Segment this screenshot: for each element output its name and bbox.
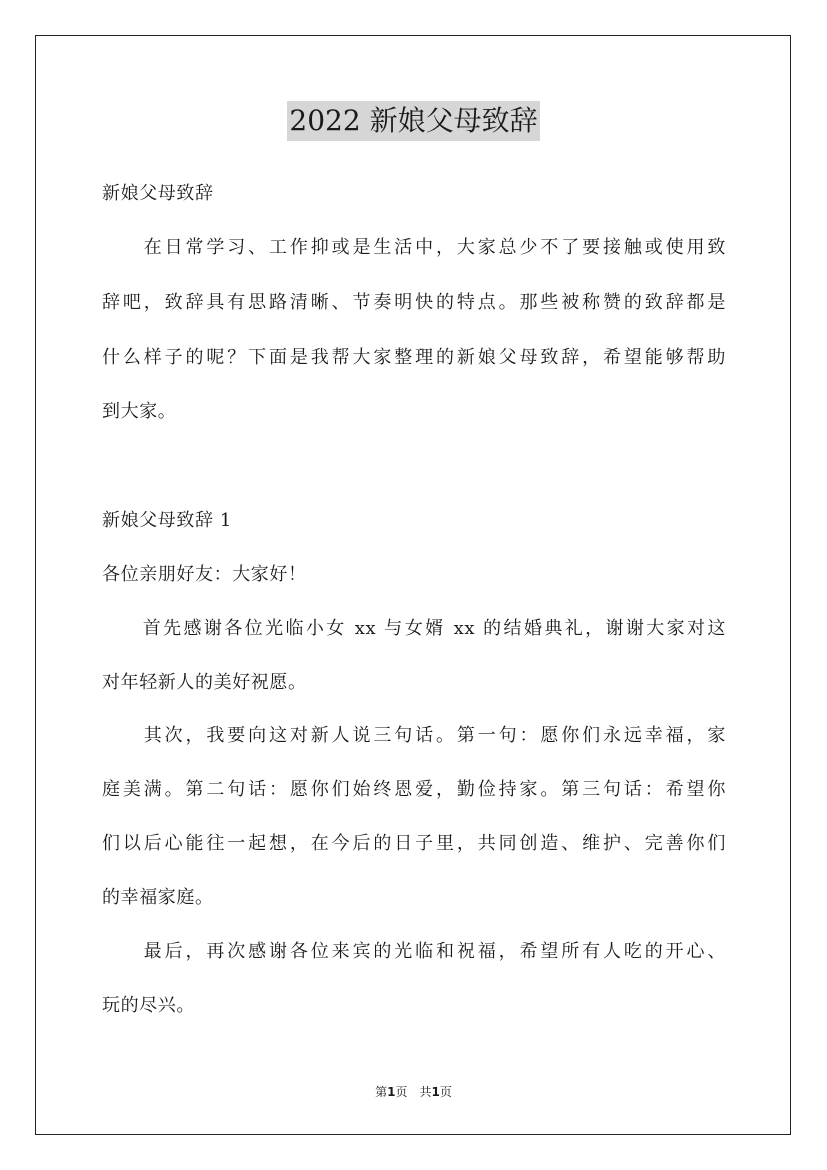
- body-line: 首先感谢各位光临小女 xx 与女婿 xx 的结婚典礼，谢谢大家对这: [102, 618, 726, 639]
- page-number: 1: [387, 1085, 396, 1099]
- page-prefix: 第: [375, 1085, 388, 1099]
- intro-line: 到大家。: [102, 401, 177, 422]
- body-line: 最后，再次感谢各位来宾的光临和祝福，希望所有人吃的开心、: [102, 941, 726, 962]
- body-line: 其次，我要向这对新人说三句话。第一句：愿你们永远幸福，家: [102, 725, 726, 746]
- body-line: 们以后心能往一起想，在今后的日子里，共同创造、维护、完善你们: [102, 833, 726, 854]
- section-heading: 新娘父母致辞 1: [102, 510, 232, 531]
- page-suffix: 页: [439, 1085, 452, 1099]
- page-title: 2022 新娘父母致辞: [287, 101, 539, 141]
- title-block: [0, 101, 827, 141]
- greeting: 各位亲朋好友：大家好！: [102, 564, 307, 585]
- body-line: 对年轻新人的美好祝愿。: [102, 672, 307, 693]
- body-line: 庭美满。第二句话：愿你们始终恩爱，勤俭持家。第三句话：希望你: [102, 779, 726, 800]
- body-line: 玩的尽兴。: [102, 995, 195, 1016]
- subtitle: 新娘父母致辞: [102, 183, 214, 204]
- body-line: 的幸福家庭。: [102, 887, 214, 908]
- intro-line: 什么样子的呢？下面是我帮大家整理的新娘父母致辞，希望能够帮助: [102, 347, 726, 368]
- page-total: 1: [431, 1085, 440, 1099]
- page-footer: [0, 1084, 827, 1100]
- intro-line: 辞吧，致辞具有思路清晰、节奏明快的特点。那些被称赞的致辞都是: [102, 292, 726, 313]
- intro-line: 在日常学习、工作抑或是生活中，大家总少不了要接触或使用致: [102, 237, 726, 258]
- page-mid: 页 共: [395, 1085, 432, 1099]
